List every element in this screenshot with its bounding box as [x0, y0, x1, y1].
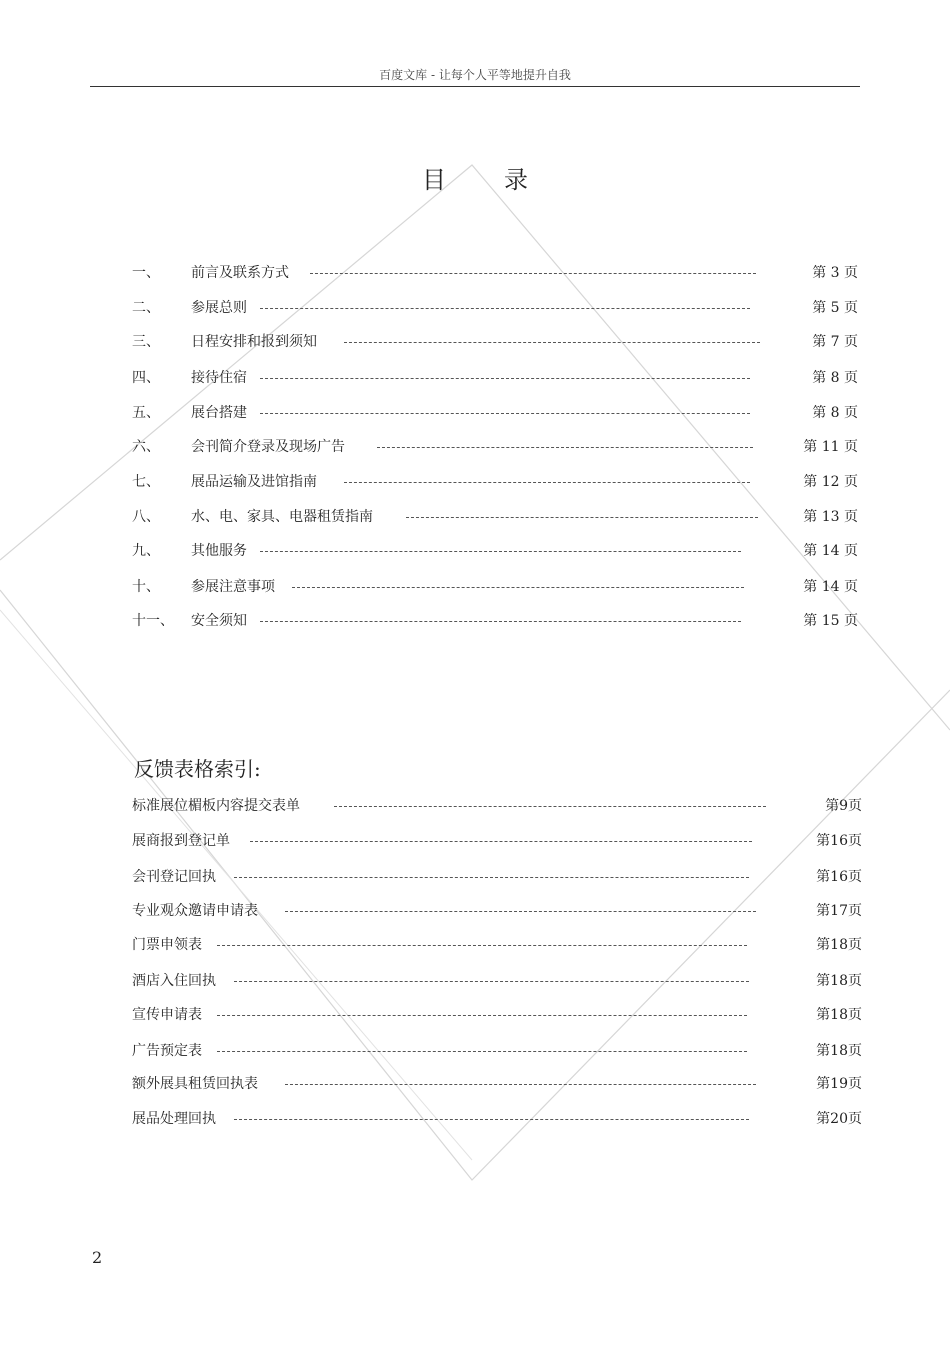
toc-row [132, 402, 862, 424]
toc-row [132, 471, 862, 493]
toc-item-number: 三、 [132, 334, 160, 350]
toc-item-number: 五、 [132, 405, 160, 421]
feedback-item-label: 门票申领表 [132, 937, 202, 953]
toc-item-page: 第 13 页 [803, 509, 858, 525]
dot-leader [234, 981, 749, 982]
toc-item-page: 第 14 页 [803, 543, 858, 559]
dot-leader [377, 447, 753, 448]
dot-leader [285, 1084, 756, 1085]
dot-leader [234, 1119, 749, 1120]
dot-leader [344, 482, 750, 483]
feedback-item-label: 专业观众邀请申请表 [132, 903, 258, 919]
toc-item-label: 水、电、家具、电器租赁指南 [191, 509, 373, 525]
toc-row [132, 436, 862, 458]
dot-leader [260, 308, 750, 309]
header-divider [90, 86, 860, 87]
toc-item-number: 十、 [132, 579, 160, 595]
dot-leader [260, 413, 750, 414]
toc-item-label: 前言及联系方式 [191, 265, 289, 281]
toc-item-label: 其他服务 [191, 543, 247, 559]
toc-item-page: 第 14 页 [803, 579, 858, 595]
toc-item-number: 十一、 [132, 613, 174, 629]
feedback-row [132, 900, 862, 922]
toc-item-number: 四、 [132, 370, 160, 386]
feedback-item-label: 酒店入住回执 [132, 973, 216, 989]
page-number: 2 [92, 1248, 103, 1267]
dot-leader [260, 551, 741, 552]
feedback-item-page: 第16页 [816, 869, 862, 885]
toc-item-page: 第 11 页 [803, 439, 858, 455]
dot-leader [344, 342, 760, 343]
toc-row [132, 610, 862, 632]
toc-item-page: 第 7 页 [812, 334, 858, 350]
feedback-row [132, 866, 862, 888]
feedback-row [132, 1073, 862, 1095]
dot-leader [217, 945, 747, 946]
toc-row [132, 367, 862, 389]
feedback-item-label: 展品处理回执 [132, 1111, 216, 1127]
dot-leader [234, 877, 749, 878]
feedback-item-page: 第17页 [816, 903, 862, 919]
feedback-item-page: 第9页 [825, 798, 862, 814]
toc-item-page: 第 5 页 [812, 300, 858, 316]
toc-title: 目录 [422, 166, 586, 194]
dot-leader [250, 841, 752, 842]
toc-item-page: 第 8 页 [812, 405, 858, 421]
feedback-row [132, 1040, 862, 1062]
toc-item-label: 展品运输及进馆指南 [191, 474, 317, 490]
toc-row [132, 297, 862, 319]
toc-item-number: 九、 [132, 543, 160, 559]
feedback-row [132, 1004, 862, 1026]
dot-leader [406, 517, 758, 518]
toc-row [132, 262, 862, 284]
feedback-row [132, 830, 862, 852]
feedback-item-label: 展商报到登记单 [132, 833, 230, 849]
toc-item-page: 第 8 页 [812, 370, 858, 386]
toc-item-label: 参展总则 [191, 300, 247, 316]
feedback-item-label: 会刊登记回执 [132, 869, 216, 885]
page-header: 百度文库 - 让每个人平等地提升自我 [379, 68, 571, 82]
feedback-row [132, 970, 862, 992]
toc-item-number: 一、 [132, 265, 160, 281]
feedback-item-page: 第18页 [816, 937, 862, 953]
toc-item-label: 接待住宿 [191, 370, 247, 386]
feedback-item-label: 标准展位楣板内容提交表单 [132, 798, 300, 814]
feedback-item-page: 第20页 [816, 1111, 862, 1127]
feedback-item-page: 第18页 [816, 1007, 862, 1023]
toc-item-number: 六、 [132, 439, 160, 455]
feedback-row [132, 795, 862, 817]
feedback-item-page: 第19页 [816, 1076, 862, 1092]
toc-item-label: 日程安排和报到须知 [191, 334, 317, 350]
dot-leader [217, 1015, 747, 1016]
feedback-item-label: 广告预定表 [132, 1043, 202, 1059]
dot-leader [310, 273, 756, 274]
dot-leader [217, 1051, 747, 1052]
feedback-item-page: 第18页 [816, 973, 862, 989]
toc-item-label: 安全须知 [191, 613, 247, 629]
feedback-item-label: 额外展具租赁回执表 [132, 1076, 258, 1092]
toc-item-number: 八、 [132, 509, 160, 525]
dot-leader [260, 621, 741, 622]
feedback-title: 反馈表格索引: [134, 757, 261, 781]
toc-item-label: 会刊简介登录及现场广告 [191, 439, 345, 455]
toc-item-page: 第 3 页 [812, 265, 858, 281]
toc-item-label: 展台搭建 [191, 405, 247, 421]
dot-leader [292, 587, 744, 588]
toc-item-number: 七、 [132, 474, 160, 490]
dot-leader [285, 911, 756, 912]
toc-item-page: 第 15 页 [803, 613, 858, 629]
feedback-item-page: 第16页 [816, 833, 862, 849]
toc-item-page: 第 12 页 [803, 474, 858, 490]
toc-row [132, 506, 862, 528]
toc-row [132, 576, 862, 598]
feedback-item-page: 第18页 [816, 1043, 862, 1059]
feedback-item-label: 宣传申请表 [132, 1007, 202, 1023]
toc-row [132, 331, 862, 353]
feedback-row [132, 1108, 862, 1130]
dot-leader [260, 378, 750, 379]
feedback-row [132, 934, 862, 956]
toc-row [132, 540, 862, 562]
toc-item-label: 参展注意事项 [191, 579, 275, 595]
toc-item-number: 二、 [132, 300, 160, 316]
dot-leader [334, 806, 766, 807]
